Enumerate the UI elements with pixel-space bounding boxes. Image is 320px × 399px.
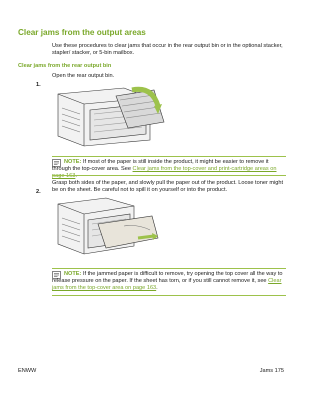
subsection-title: Clear jams from the rear output bin — [18, 63, 112, 69]
step-number: 1. — [36, 82, 41, 88]
note-link[interactable]: Clear jams from the top-cover and print-cartridge areas on page 163 — [52, 166, 277, 180]
note-text: If the jammed paper is difficult to remove, try opening the top cover all the way to release pressure on the paper. If the sheet has torn, or if you still cannot remove it, see — [52, 271, 283, 285]
note-2 — [52, 271, 286, 293]
step-1 — [36, 73, 41, 91]
note-link[interactable]: Clear jams from the top-cover area on page 163 — [52, 278, 282, 292]
note-text: If most of the paper is still inside the product, it might be easier to remove it through the top-cover area. See — [52, 159, 269, 173]
footer-left: ENWW — [18, 368, 37, 374]
note-after: . — [75, 173, 77, 180]
note-label: NOTE: — [64, 159, 82, 165]
step-2-text: Grasp both sides of the paper, and slowly pull the paper out of the product. Loose toner might be on the sheet. Be careful not to spill it on yourself or into the product. — [52, 180, 284, 194]
step-number: 2. — [36, 189, 41, 195]
note-1 — [52, 159, 286, 181]
note-label: NOTE: — [64, 271, 82, 277]
rear-output-bin-illustration — [54, 84, 166, 148]
step-2 — [36, 180, 41, 198]
note-2-rule-bottom — [52, 295, 286, 296]
pull-paper-illustration — [54, 196, 166, 260]
step-1-text: Open the rear output bin. — [52, 73, 115, 79]
section-title: Clear jams from the output areas — [18, 28, 146, 37]
note-after: . — [156, 285, 158, 292]
footer-right: Jams 175 — [259, 368, 284, 374]
note-1-rule-bottom — [52, 175, 286, 176]
note-1-rule — [52, 156, 286, 157]
arrow-icon — [138, 236, 154, 238]
note-2-rule — [52, 268, 286, 269]
section-intro: Use these procedures to clear jams that occur in the rear output bin or in the optional stacker, stapler/ stacker, or 5-bin mailbox. — [52, 43, 283, 57]
